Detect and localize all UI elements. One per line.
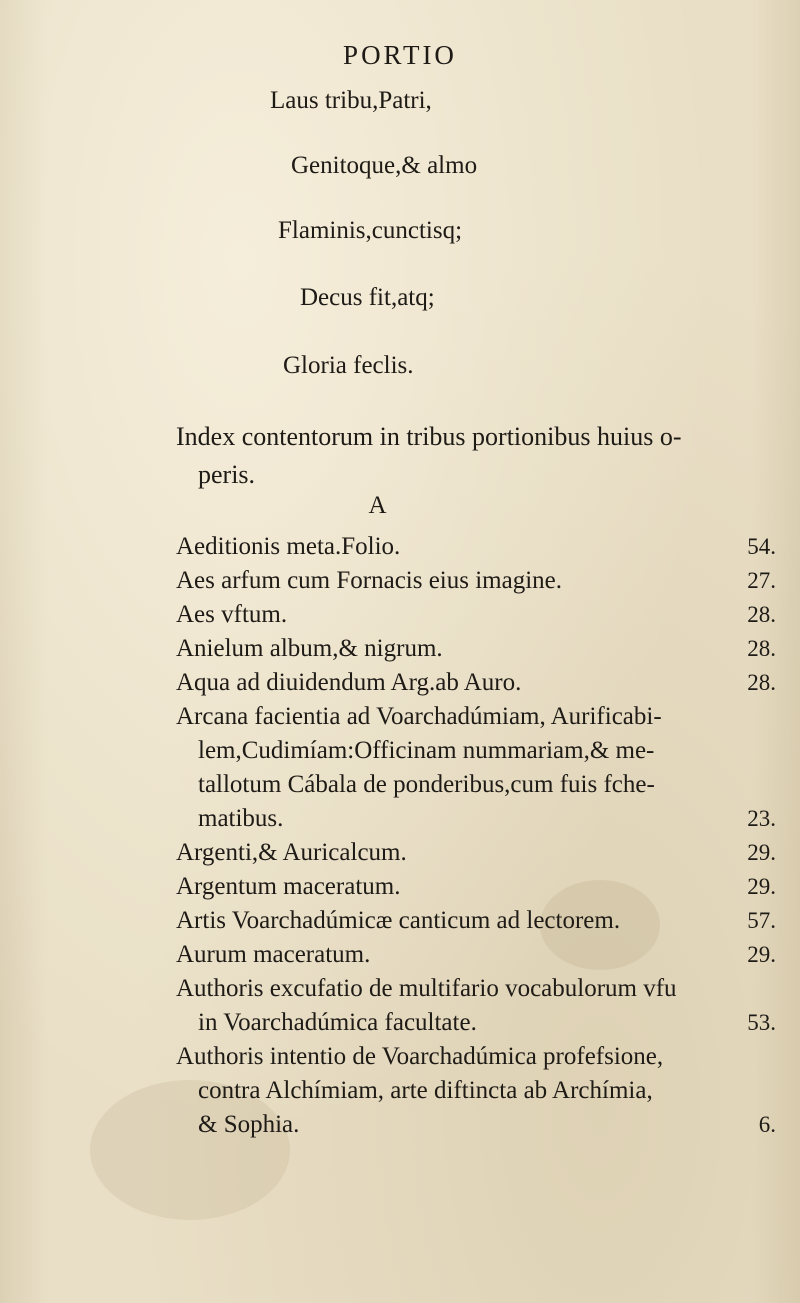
- index-entry: [176, 972, 776, 1040]
- verse-line: Genitoque,& almo: [291, 152, 478, 179]
- index-entry: [176, 564, 776, 598]
- entry-page-number: 29.: [747, 874, 776, 899]
- index-entry: [176, 632, 776, 666]
- index-entry: [176, 938, 776, 972]
- entry-text: Aqua ad diuidendum Arg.ab Auro.: [176, 669, 522, 696]
- entry-page-number: 6.: [758, 1112, 776, 1137]
- entry-text: contra Alchímiam, arte diftincta ab Archímia,: [198, 1077, 653, 1104]
- entry-text: matibus.: [198, 805, 284, 832]
- index-entry: [176, 530, 776, 564]
- verse-line: Gloria feclis.: [283, 352, 414, 379]
- index-title-line: peris.: [198, 460, 256, 489]
- entry-text: Anielum album,& nigrum.: [176, 635, 443, 662]
- entry-text: Aes vftum.: [176, 601, 288, 628]
- index-entry: [176, 700, 776, 836]
- entry-text: in Voarchadúmica facultate.: [198, 1009, 477, 1036]
- entry-page-number: 57.: [747, 908, 776, 933]
- entry-text: Aeditionis meta.Folio.: [176, 533, 401, 560]
- entry-page-number: 23.: [747, 806, 776, 831]
- index-entry: [176, 666, 776, 700]
- index-title: [176, 418, 776, 494]
- index-entry: [176, 836, 776, 870]
- entry-text: Artis Voarchadúmicæ canticum ad lectorem.: [176, 907, 621, 934]
- index-entry: [176, 1040, 776, 1142]
- verse-line: Decus fit,atq;: [300, 284, 435, 311]
- entry-text: Argentum maceratum.: [176, 873, 401, 900]
- entry-page-number: 28.: [747, 602, 776, 627]
- entry-page-number: 28.: [747, 636, 776, 661]
- page-header: PORTIO: [343, 40, 457, 70]
- verse-line: Laus tribu,Patri,: [270, 87, 432, 114]
- entry-text: Authoris intentio de Voarchadúmica profefsione,: [176, 1043, 664, 1070]
- entry-text: Argenti,& Auricalcum.: [176, 839, 407, 866]
- entry-text: Arcana facientia ad Voarchadúmiam, Aurificabi-: [176, 703, 662, 730]
- entry-text: Aes arfum cum Fornacis eius imagine.: [176, 567, 563, 594]
- entry-text: Aurum maceratum.: [176, 941, 371, 968]
- verse-line: Flaminis,cunctisq;: [278, 217, 463, 244]
- index-entry: [176, 870, 776, 904]
- entry-page-number: 27.: [747, 568, 776, 593]
- entry-text: lem,Cudimíam:Officinam nummariam,& me-: [198, 737, 655, 764]
- entry-text: & Sophia.: [198, 1111, 300, 1138]
- section-letter: A: [368, 492, 387, 519]
- index-entry: [176, 904, 776, 938]
- entry-text: Authoris excufatio de multifario vocabulorum vfu: [176, 975, 677, 1002]
- entry-page-number: 28.: [747, 670, 776, 695]
- entry-text: tallotum Cábala de ponderibus,cum fuis fche-: [198, 771, 655, 798]
- entry-page-number: 53.: [747, 1010, 776, 1035]
- index-entry: [176, 598, 776, 632]
- entry-page-number: 29.: [747, 840, 776, 865]
- entry-page-number: 29.: [747, 942, 776, 967]
- index-title-line: Index contentorum in tribus portionibus huius o-: [176, 422, 682, 451]
- entry-page-number: 54.: [747, 534, 776, 559]
